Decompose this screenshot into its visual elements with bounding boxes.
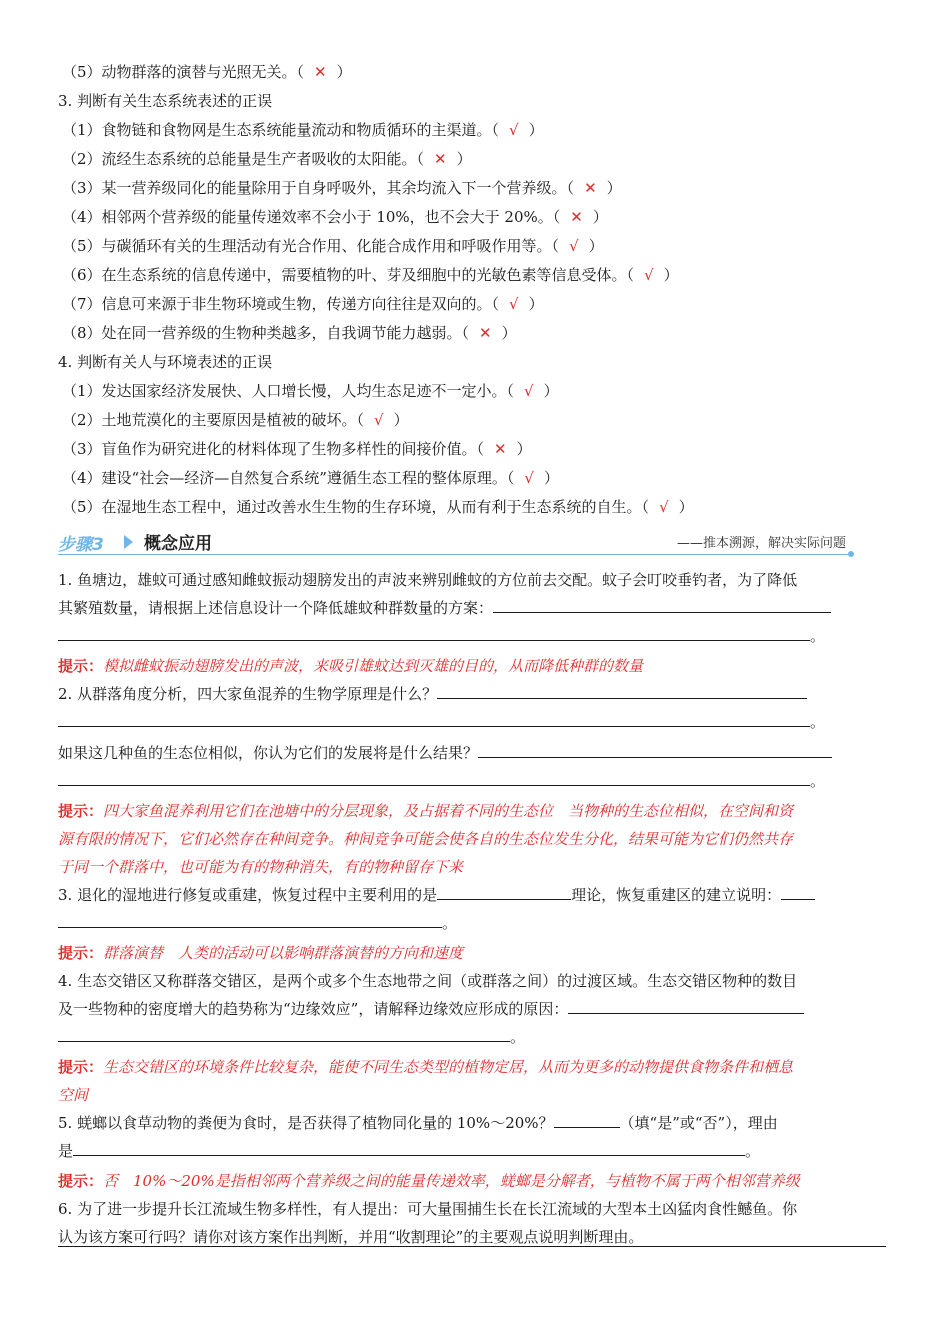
- period: 。: [810, 713, 826, 731]
- question-text: 是: [58, 1142, 74, 1160]
- item-close: ）: [588, 237, 604, 255]
- step-banner: [58, 528, 886, 558]
- answer-blank[interactable]: [58, 769, 810, 786]
- judgement-item: [58, 203, 886, 232]
- item-text: （2）流经生态系统的总能量是生产者吸收的太阳能。（: [62, 150, 425, 168]
- item-close: ）: [592, 208, 608, 226]
- check-mark-icon: √: [659, 498, 669, 516]
- period: 。: [810, 772, 826, 790]
- group4-list: [58, 377, 886, 522]
- item-close: ）: [606, 179, 622, 197]
- item-text: （1）发达国家经济发展快、人口增长慢，人均生态足迹不一定小。（: [62, 382, 515, 400]
- item-close: ）: [543, 382, 559, 400]
- check-mark-icon: √: [524, 382, 534, 400]
- check-mark-icon: √: [524, 469, 534, 487]
- question-text: 3. 退化的湿地进行修复或重建，恢复过程中主要利用的是: [58, 886, 438, 904]
- item-text: （5）在湿地生态工程中，通过改善水生生物的生存环境，从而有利于生态系统的自生。（: [62, 498, 650, 516]
- hint-label: 提示：: [58, 944, 104, 962]
- group3-title: 3. 判断有关生态系统表述的正误: [58, 92, 273, 110]
- item-close: ）: [543, 469, 559, 487]
- item-text: （7）信息可来源于非生物环境或生物，传递方向往往是双向的。（: [62, 295, 500, 313]
- question-4: [58, 967, 886, 1051]
- question-text: 及一些物种的密度增大的趋势称为“边缘效应”，请解释边缘效应形成的原因：: [58, 1000, 569, 1018]
- hint-5: [58, 1167, 886, 1195]
- hint-label: 提示：: [58, 1172, 104, 1190]
- question-text: 5. 蜣螂以食草动物的粪便为食时，是否获得了植物同化量的 10%～20%？: [58, 1114, 554, 1132]
- item-text: （6）在生态系统的信息传递中，需要植物的叶、芽及细胞中的光敏色素等信息受体。（: [62, 266, 635, 284]
- question-3: [58, 881, 886, 937]
- answer-blank[interactable]: [73, 1139, 745, 1156]
- group3-list: [58, 116, 886, 348]
- check-mark-icon: √: [509, 121, 519, 139]
- period: 。: [810, 627, 826, 645]
- item-close: ）: [336, 63, 352, 81]
- hint-label: 提示：: [58, 657, 104, 675]
- answer-blank[interactable]: [493, 596, 831, 613]
- hint-text: 生态交错区的环境条件比较复杂，能使不同生态类型的植物定居，从而为更多的动物提供食物条件和栖息: [103, 1058, 794, 1076]
- item-close: ）: [528, 295, 544, 313]
- judgement-item: [58, 58, 886, 87]
- hint-1: [58, 652, 886, 680]
- cross-mark-icon: ✕: [584, 179, 597, 197]
- question-1: [58, 566, 886, 650]
- judgement-item: [58, 493, 886, 522]
- judgement-item: [58, 435, 886, 464]
- item-text: （3）盲鱼作为研究进化的材料体现了生物多样性的间接价值。（: [62, 440, 485, 458]
- question-2: [58, 680, 886, 795]
- question-text: 理论，恢复重建区的建立说明：: [571, 886, 782, 904]
- question-text: 其繁殖数量，请根据上述信息设计一个降低雄蚊种群数量的方案：: [58, 599, 494, 617]
- hint-4: [58, 1053, 886, 1109]
- hint-text: 群落演替 人类的活动可以影响群落演替的方向和速度: [103, 944, 464, 962]
- step-divider: [58, 554, 850, 555]
- step-badge: 步骤3: [58, 535, 104, 555]
- judgement-item: [58, 232, 886, 261]
- answer-blank[interactable]: [568, 997, 804, 1014]
- judgement-item: [58, 464, 886, 493]
- answer-blank[interactable]: [58, 1025, 510, 1042]
- check-mark-icon: √: [644, 266, 654, 284]
- answer-blank[interactable]: [478, 741, 832, 758]
- question-text: 如果这几种鱼的生态位相似，你认为它们的发展将是什么结果？: [58, 744, 479, 762]
- hint-text: 四大家鱼混养利用它们在池塘中的分层现象，及占据着不同的生态位 当物种的生态位相似，在空间和资: [103, 802, 794, 820]
- item-close: ）: [516, 440, 532, 458]
- group4-title: 4. 判断有关人与环境表述的正误: [58, 353, 273, 371]
- step-title: 概念应用: [144, 534, 212, 554]
- judgement-item: [58, 290, 886, 319]
- hint-text: 空间: [58, 1086, 89, 1104]
- hint-label: 提示：: [58, 802, 104, 820]
- hint-2: [58, 797, 886, 881]
- judgement-item: [58, 116, 886, 145]
- answer-blank[interactable]: [437, 682, 807, 699]
- check-mark-icon: √: [509, 295, 519, 313]
- answer-blank[interactable]: [58, 624, 810, 641]
- answer-blank[interactable]: [58, 911, 442, 928]
- cross-mark-icon: ✕: [314, 63, 327, 81]
- triangle-arrow-icon: [124, 535, 133, 549]
- cross-mark-icon: ✕: [479, 324, 492, 342]
- check-mark-icon: √: [374, 411, 384, 429]
- judgement-item: [58, 377, 886, 406]
- hint-3: [58, 939, 886, 967]
- cross-mark-icon: ✕: [494, 440, 507, 458]
- period: 。: [745, 1142, 761, 1160]
- judgement-item: [58, 319, 886, 348]
- item-close: ）: [501, 324, 517, 342]
- step-subtitle: ——推本溯源，解决实际问题: [676, 536, 846, 551]
- item-close: ）: [663, 266, 679, 284]
- question-text: 2. 从群落角度分析，四大家鱼混养的生物学原理是什么？: [58, 685, 438, 703]
- item-text: （2）土地荒漠化的主要原因是植被的破坏。（: [62, 411, 365, 429]
- item-close: ）: [528, 121, 544, 139]
- answer-blank[interactable]: [58, 710, 810, 727]
- item-text: （4）建设“社会—经济—自然复合系统”遵循生态工程的整体原理。（: [62, 469, 515, 487]
- question-text: （填“是”或“否”），理由: [619, 1114, 778, 1132]
- hint-text: 源有限的情况下，它们必然存在种间竞争。种间竞争可能会使各自的生态位发生分化，结果可能为它们仍然共存: [58, 830, 794, 848]
- hint-label: 提示：: [58, 1058, 104, 1076]
- item-text: （5）与碳循环有关的生理活动有光合作用、化能合成作用和呼吸作用等。（: [62, 237, 560, 255]
- item-text: （3）某一营养级同化的能量除用于自身呼吸外，其余均流入下一个营养级。（: [62, 179, 575, 197]
- check-mark-icon: √: [569, 237, 579, 255]
- answer-blank[interactable]: [554, 1111, 620, 1128]
- item-close: ）: [678, 498, 694, 516]
- judgement-item: [58, 145, 886, 174]
- question-6: [58, 1195, 886, 1251]
- question-5: [58, 1109, 886, 1165]
- cross-mark-icon: ✕: [570, 208, 583, 226]
- item-text: （5）动物群落的演替与光照无关。（: [62, 63, 305, 81]
- dot-icon: [848, 551, 854, 557]
- item-text: （4）相邻两个营养级的能量传递效率不会小于 10%，也不会大于 20%。（: [62, 208, 561, 226]
- judgement-item: [58, 406, 886, 435]
- answer-blank[interactable]: [437, 883, 571, 900]
- period: 。: [442, 914, 458, 932]
- item-close: ）: [393, 411, 409, 429]
- judgement-item: [58, 174, 886, 203]
- answer-blank[interactable]: [781, 883, 815, 900]
- worksheet-page: [58, 58, 886, 1251]
- question-text: 认为该方案可行吗？请你对该方案作出判断，并用“收割理论”的主要观点说明判断理由。: [58, 1228, 644, 1246]
- item-text: （1）食物链和食物网是生态系统能量流动和物质循环的主渠道。（: [62, 121, 500, 139]
- item-close: ）: [456, 150, 472, 168]
- item-text: （8）处在同一营养级的生物种类越多，自我调节能力越弱。（: [62, 324, 470, 342]
- hint-text: 于同一个群落中，也可能为有的物种消失，有的物种留存下来: [58, 858, 464, 876]
- answer-line[interactable]: [58, 1246, 886, 1247]
- judgement-item: [58, 261, 886, 290]
- question-text: 1. 鱼塘边，雄蚊可通过感知雌蚊振动翅膀发出的声波来辨别雌蚊的方位前去交配。蚊子会叮咬垂钓者，为了降低: [58, 571, 798, 589]
- question-text: 6. 为了进一步提升长江流域生物多样性，有人提出：可大量围捕生长在长江流域的大型本土凶猛肉食性鳡鱼。你: [58, 1200, 798, 1218]
- cross-mark-icon: ✕: [434, 150, 447, 168]
- question-text: 4. 生态交错区又称群落交错区，是两个或多个生态地带之间（或群落之间）的过渡区域。生态交错区物种的数目: [58, 972, 798, 990]
- hint-text: 否 10%～20%是指相邻两个营养级之间的能量传递效率，蜣螂是分解者，与植物不属于两个相邻营养级: [103, 1172, 800, 1190]
- period: 。: [510, 1028, 526, 1046]
- hint-text: 模拟雌蚊振动翅膀发出的声波，来吸引雄蚊达到灭雄的目的，从而降低种群的数量: [103, 657, 644, 675]
